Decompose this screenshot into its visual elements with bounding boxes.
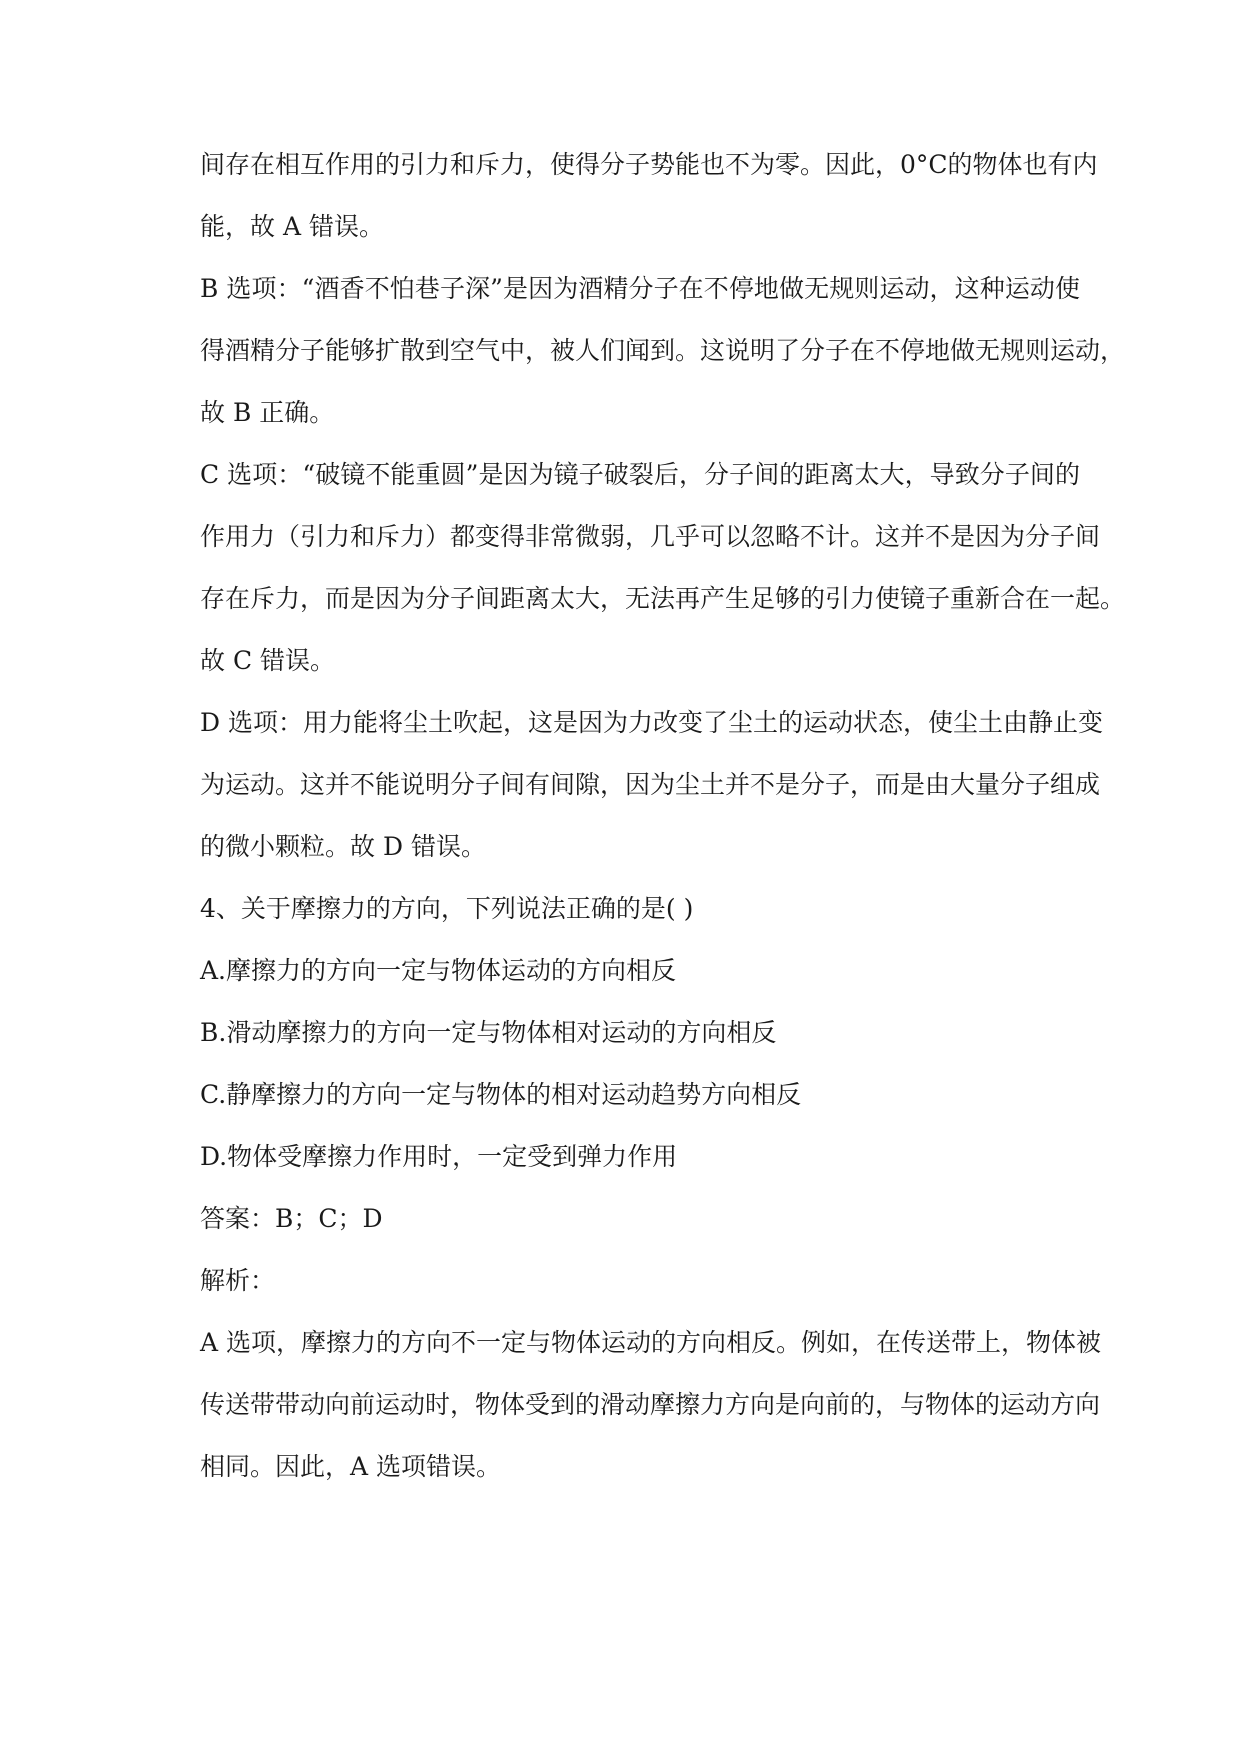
text-line: 传送带带动向前运动时，物体受到的滑动摩擦力方向是向前的，与物体的运动方向 [200, 1390, 1101, 1419]
text-line: 故 C 错误。 [200, 646, 336, 675]
text-line: 相同。因此，A 选项错误。 [200, 1452, 502, 1481]
text-line: 故 B 正确。 [200, 398, 335, 427]
text-line: A 选项，摩擦力的方向不一定与物体运动的方向相反。例如，在传送带上，物体被 [200, 1328, 1102, 1357]
answer-line: 答案：B；C；D [200, 1204, 383, 1233]
text-line: 得酒精分子能够扩散到空气中，被人们闻到。这说明了分子在不停地做无规则运动， [200, 336, 1126, 365]
option-c: C.静摩擦力的方向一定与物体的相对运动趋势方向相反 [200, 1080, 802, 1109]
option-a: A.摩擦力的方向一定与物体运动的方向相反 [200, 956, 677, 985]
text-line: 间存在相互作用的引力和斥力，使得分子势能也不为零。因此，0°C的物体也有内 [200, 150, 1098, 179]
text-line: 的微小颗粒。故 D 错误。 [200, 832, 486, 861]
option-b: B.滑动摩擦力的方向一定与物体相对运动的方向相反 [200, 1018, 777, 1047]
question-stem: 4、关于摩擦力的方向，下列说法正确的是( ) [200, 894, 694, 923]
option-d: D.物体受摩擦力作用时，一定受到弹力作用 [200, 1142, 678, 1171]
text-line: 为运动。这并不能说明分子间有间隙，因为尘土并不是分子，而是由大量分子组成 [200, 770, 1101, 799]
text-line: B 选项：“酒香不怕巷子深”是因为酒精分子在不停地做无规则运动，这种运动使 [200, 274, 1080, 303]
text-line: 作用力（引力和斥力）都变得非常微弱，几乎可以忽略不计。这并不是因为分子间 [200, 522, 1101, 551]
text-line: 存在斥力，而是因为分子间距离太大，无法再产生足够的引力使镜子重新合在一起。 [200, 584, 1126, 613]
text-line: C 选项：“破镜不能重圆”是因为镜子破裂后，分子间的距离太大，导致分子间的 [200, 460, 1080, 489]
text-line: 能，故 A 错误。 [200, 212, 384, 241]
text-line: D 选项：用力能将尘土吹起，这是因为力改变了尘土的运动状态，使尘土由静止变 [200, 708, 1103, 737]
analysis-heading: 解析： [200, 1266, 276, 1295]
